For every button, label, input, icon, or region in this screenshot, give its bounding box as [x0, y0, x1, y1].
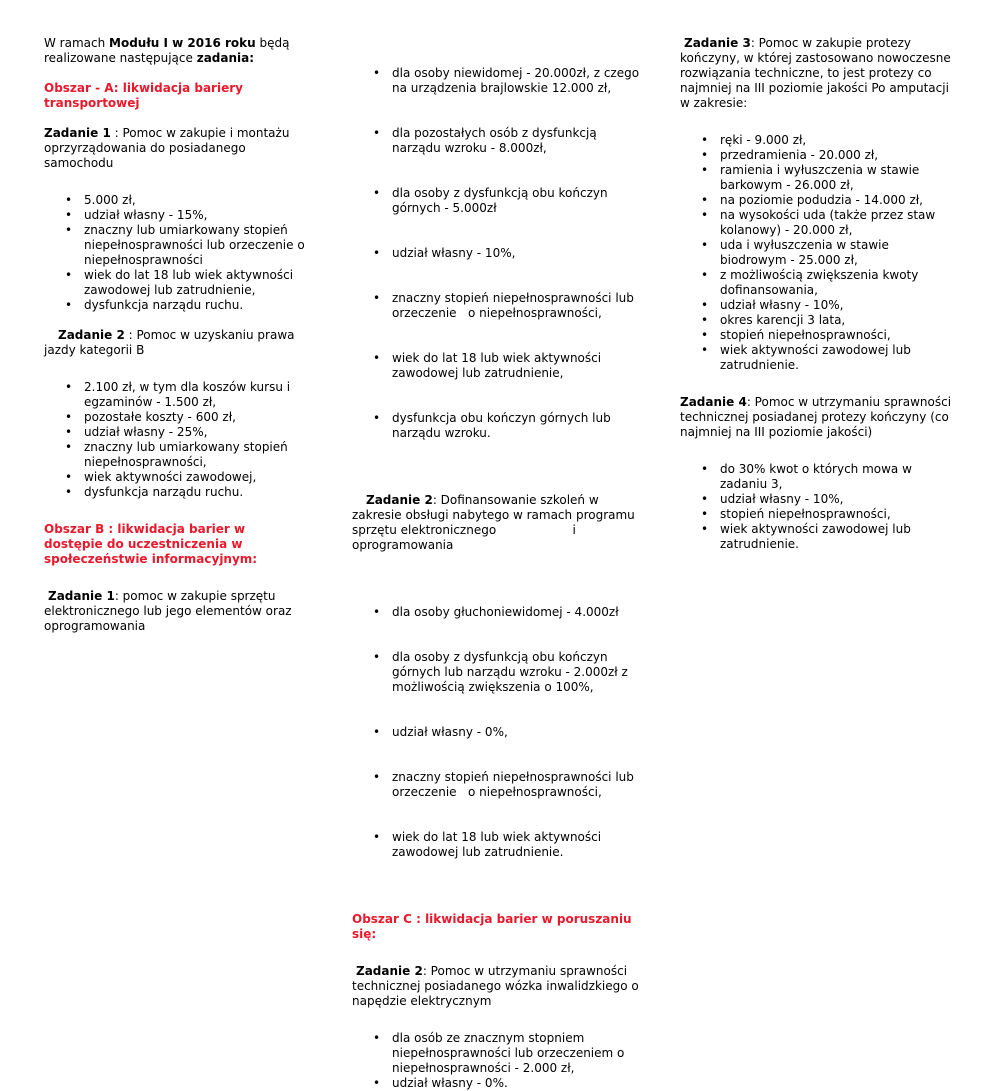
list-item: • udział własny - 10%,: [720, 298, 952, 313]
list-item: • przedramienia - 20.000 zł,: [720, 148, 952, 163]
list-item: • dla osoby z dysfunkcją obu kończyn górnych lub narządu wzroku - 2.000zł z możliwością zwiększenia o 100%,: [392, 650, 644, 695]
list-item: • wiek aktywności zawodowej,: [84, 470, 306, 485]
list-item: • okres karencji 3 lata,: [720, 313, 952, 328]
list-item: • wiek do lat 18 lub wiek aktywności zawodowej lub zatrudnienie.: [392, 830, 644, 860]
list-item: • udział własny - 0%.: [392, 1076, 644, 1091]
list-item: • dysfunkcja narządu ruchu.: [84, 485, 306, 500]
list-item: • wiek aktywności zawodowej lub zatrudnienie.: [720, 522, 952, 552]
list-item: • dla pozostałych osób z dysfunkcją narządu wzroku - 8.000zł,: [392, 126, 644, 156]
list-item: • uda i wyłuszczenia w stawie biodrowym - 25.000 zł,: [720, 238, 952, 268]
zadanie-a2-list: [44, 380, 306, 500]
list-item: • udział własny - 25%,: [84, 425, 306, 440]
list-item: • dysfunkcja narządu ruchu.: [84, 298, 306, 313]
list-item: • dla osoby z dysfunkcją obu kończyn górnych - 5.000zł: [392, 186, 644, 216]
list-item: • udział własny - 15%,: [84, 208, 306, 223]
zadanie-3-list: [680, 133, 952, 373]
zadanie-b1-desc: Zadanie 1: pomoc w zakupie sprzętu elektronicznego lub jego elementów oraz oprogramowania: [44, 589, 292, 633]
list-item: • dla osoby głuchoniewidomej - 4.000zł: [392, 605, 644, 620]
list-item: • 2.100 zł, w tym dla koszów kursu i egzaminów - 1.500 zł,: [84, 380, 306, 410]
list-item: • wiek do lat 18 lub wiek aktywności zawodowej lub zatrudnienie,: [392, 351, 644, 381]
list-item: • udział własny - 10%,: [720, 492, 952, 507]
zadanie-a2-desc: Zadanie 2 : Pomoc w uzyskaniu prawa jazdy kategorii B: [44, 328, 295, 357]
zadanie-c2-list: [352, 1031, 644, 1091]
zadanie-c2-desc: Zadanie 2: Pomoc w utrzymaniu sprawności technicznej posiadanego wózka inwalidzkiego o napędzie elektrycznym: [352, 964, 639, 1008]
zadanie-a1-list: [44, 193, 306, 313]
obszar-b-heading: Obszar B : likwidacja barier w dostępie do uczestniczenia w społeczeństwie informacyjnym:: [44, 522, 258, 566]
list-item: • z możliwością zwiększenia kwoty dofinansowania,: [720, 268, 952, 298]
list-item: • znaczny stopień niepełnosprawności lub orzeczenie o niepełnosprawności,: [392, 291, 644, 321]
zadanie-b2-list: [352, 575, 644, 890]
zadanie-4-list: [680, 462, 952, 552]
list-item: • udział własny - 0%,: [392, 725, 644, 740]
list-item: • znaczny lub umiarkowany stopień niepełnosprawności lub orzeczenie o niepełnosprawności: [84, 223, 306, 268]
list-item: • 5.000 zł,: [84, 193, 306, 208]
list-item: • udział własny - 10%,: [392, 246, 644, 261]
list-item: • na wysokości uda (także przez staw kolanowy) - 20.000 zł,: [720, 208, 952, 238]
zadanie-4-desc: Zadanie 4: Pomoc w utrzymaniu sprawności technicznej posiadanej protezy kończyny (co najmniej na III poziomie jakości): [680, 395, 952, 439]
list-item: • dla osoby niewidomej - 20.000zł, z czego na urządzenia brajlowskie 12.000 zł,: [392, 66, 644, 96]
list-item: • do 30% kwot o których mowa w zadaniu 3,: [720, 462, 952, 492]
list-item: • ręki - 9.000 zł,: [720, 133, 952, 148]
list-item: • stopień niepełnosprawności,: [720, 507, 952, 522]
zadanie-b1-list: [352, 36, 644, 471]
zadanie-a1-desc: Zadanie 1 : Pomoc w zakupie i montażu oprzyrządowania do posiadanego samochodu: [44, 126, 290, 170]
list-item: • znaczny lub umiarkowany stopień niepełnosprawności,: [84, 440, 306, 470]
zadanie-b2-desc: Zadanie 2: Dofinansowanie szkoleń w zakresie obsługi nabytego w ramach programu sprzętu elektronicznego i oprogramowania: [352, 493, 639, 552]
list-item: • wiek do lat 18 lub wiek aktywności zawodowej lub zatrudnienie,: [84, 268, 306, 298]
list-item: • pozostałe koszty - 600 zł,: [84, 410, 306, 425]
list-item: • stopień niepełnosprawności,: [720, 328, 952, 343]
list-item: • dysfunkcja obu kończyn górnych lub narządu wzroku.: [392, 411, 644, 441]
column-2: [352, 36, 644, 1091]
obszar-c-heading: Obszar C : likwidacja barier w poruszaniu się:: [352, 912, 632, 941]
list-item: • wiek aktywności zawodowej lub zatrudnienie.: [720, 343, 952, 373]
list-item: • dla osób ze znacznym stopniem niepełnosprawności lub orzeczeniem o niepełnosprawności - 2.000 zł,: [392, 1031, 644, 1076]
list-item: • znaczny stopień niepełnosprawności lub orzeczenie o niepełnosprawności,: [392, 770, 644, 800]
column-3: [680, 36, 952, 552]
column-1: [44, 36, 306, 634]
list-item: • na poziomie podudzia - 14.000 zł,: [720, 193, 952, 208]
list-item: • ramienia i wyłuszczenia w stawie barkowym - 26.000 zł,: [720, 163, 952, 193]
intro-text: W ramach Modułu I w 2016 roku będą realizowane następujące zadania:: [44, 36, 290, 65]
zadanie-3-desc: Zadanie 3: Pomoc w zakupie protezy kończyny, w której zastosowano nowoczesne rozwiązania techniczne, to jest protezy co najmniej na III poziomie jakości Po amputacji w zakresie:: [680, 36, 951, 110]
obszar-a-heading: Obszar - A: likwidacja bariery transportowej: [44, 81, 243, 110]
